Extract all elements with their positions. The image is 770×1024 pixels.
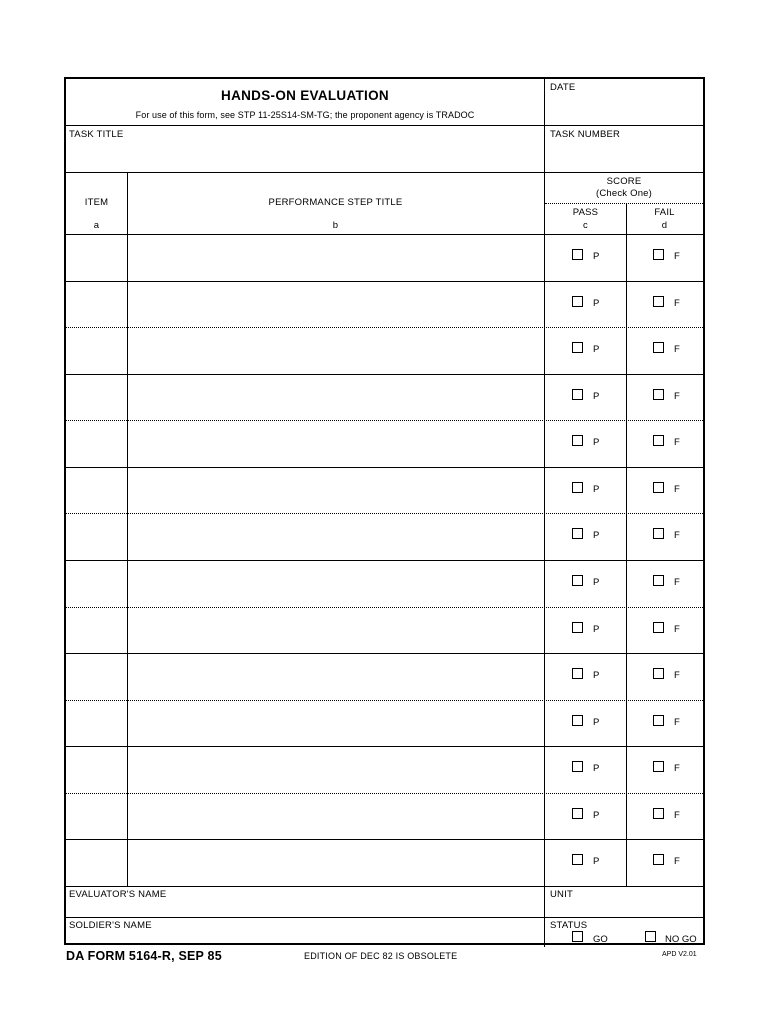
pass-mark: P (593, 856, 600, 868)
evaluator-name-field[interactable] (66, 899, 544, 917)
step-title-cell[interactable] (128, 793, 544, 840)
fail-mark: F (674, 670, 680, 682)
pass-checkbox[interactable] (572, 761, 583, 772)
soldier-name-field[interactable] (66, 930, 544, 945)
table-row (66, 839, 703, 886)
task-number-field[interactable] (545, 139, 703, 172)
nogo-label: NO GO (665, 934, 697, 945)
fail-mark: F (674, 763, 680, 775)
step-title-cell[interactable] (128, 374, 544, 421)
fail-checkbox[interactable] (653, 575, 664, 586)
score-divider (545, 203, 703, 204)
fail-checkbox[interactable] (653, 808, 664, 819)
item-cell[interactable] (66, 234, 127, 281)
fail-checkbox[interactable] (653, 854, 664, 865)
divider (66, 917, 703, 918)
hands-on-evaluation-form (64, 77, 705, 945)
item-cell[interactable] (66, 513, 127, 560)
divider (66, 886, 703, 887)
soldier-name-label: SOLDIER'S NAME (69, 920, 152, 931)
pass-mark: P (593, 576, 600, 588)
unit-label: UNIT (550, 889, 573, 900)
pass-checkbox[interactable] (572, 389, 583, 400)
table-row (66, 327, 703, 374)
task-number-label: TASK NUMBER (550, 129, 621, 140)
pass-mark: P (593, 251, 600, 262)
item-cell[interactable] (66, 839, 127, 886)
pass-checkbox[interactable] (572, 482, 583, 493)
step-title-cell[interactable] (128, 420, 544, 467)
pass-mark: P (593, 716, 600, 728)
fail-checkbox[interactable] (653, 389, 664, 400)
step-title-cell[interactable] (128, 234, 544, 281)
step-title-header: PERFORMANCE STEP TITLE (268, 197, 403, 208)
item-cell[interactable] (66, 607, 127, 654)
step-title-cell[interactable] (128, 653, 544, 700)
pass-checkbox[interactable] (572, 575, 583, 586)
item-cell[interactable] (66, 793, 127, 840)
table-row (66, 420, 703, 467)
fail-checkbox[interactable] (653, 761, 664, 772)
pass-header: PASS (572, 207, 599, 218)
fail-checkbox[interactable] (653, 435, 664, 446)
fail-checkbox[interactable] (653, 528, 664, 539)
item-cell[interactable] (66, 281, 127, 328)
item-cell[interactable] (66, 700, 127, 747)
fail-mark: F (674, 716, 680, 728)
step-title-cell[interactable] (128, 513, 544, 560)
divider (66, 172, 703, 173)
check-one-label: (Check One) (595, 188, 653, 199)
table-row (66, 653, 703, 700)
step-title-cell[interactable] (128, 327, 544, 374)
fail-checkbox[interactable] (653, 715, 664, 726)
item-cell[interactable] (66, 374, 127, 421)
table-row (66, 234, 703, 281)
fail-mark: F (674, 344, 680, 356)
go-checkbox[interactable] (572, 931, 583, 942)
fail-checkbox[interactable] (653, 249, 664, 260)
table-row (66, 374, 703, 421)
fail-checkbox[interactable] (653, 622, 664, 633)
step-title-cell[interactable] (128, 746, 544, 793)
go-label: GO (593, 934, 608, 945)
unit-field[interactable] (545, 899, 703, 917)
item-cell[interactable] (66, 653, 127, 700)
table-row (66, 560, 703, 607)
table-row (66, 700, 703, 747)
fail-mark: F (674, 576, 680, 588)
item-letter: a (93, 220, 100, 231)
fail-mark: F (674, 297, 680, 309)
fail-checkbox[interactable] (653, 482, 664, 493)
task-title-field[interactable] (66, 139, 544, 172)
pass-checkbox[interactable] (572, 668, 583, 679)
step-title-cell[interactable] (128, 281, 544, 328)
task-title-label: TASK TITLE (69, 129, 124, 140)
item-cell[interactable] (66, 560, 127, 607)
item-cell[interactable] (66, 746, 127, 793)
pass-checkbox[interactable] (572, 854, 583, 865)
fail-mark: F (674, 251, 680, 262)
fail-mark: F (674, 623, 680, 635)
fail-letter: d (661, 220, 668, 231)
edition-note: EDITION OF DEC 82 IS OBSOLETE (304, 951, 458, 961)
item-header: ITEM (84, 197, 109, 208)
score-header: SCORE (606, 176, 642, 187)
pass-checkbox[interactable] (572, 808, 583, 819)
item-cell[interactable] (66, 420, 127, 467)
nogo-checkbox[interactable] (645, 931, 656, 942)
form-number: DA FORM 5164-R, SEP 85 (66, 949, 222, 963)
status-label: STATUS (550, 920, 588, 931)
fail-mark: F (674, 856, 680, 868)
step-title-cell[interactable] (128, 607, 544, 654)
fail-mark: F (674, 483, 680, 495)
pass-checkbox[interactable] (572, 435, 583, 446)
item-cell[interactable] (66, 327, 127, 374)
pass-checkbox[interactable] (572, 249, 583, 260)
evaluator-name-label: EVALUATOR'S NAME (69, 889, 167, 900)
pass-checkbox[interactable] (572, 622, 583, 633)
pass-mark: P (593, 623, 600, 635)
fail-header: FAIL (654, 207, 675, 218)
pass-mark: P (593, 437, 600, 449)
pass-checkbox[interactable] (572, 528, 583, 539)
fail-mark: F (674, 530, 680, 542)
version-label: APD V2.01 (662, 951, 697, 958)
pass-mark: P (593, 530, 600, 542)
step-title-cell[interactable] (128, 700, 544, 747)
pass-letter: c (583, 220, 588, 231)
pass-mark: P (593, 483, 600, 495)
table-row (66, 746, 703, 793)
date-field[interactable] (545, 93, 703, 125)
step-title-cell[interactable] (128, 560, 544, 607)
pass-checkbox[interactable] (572, 342, 583, 353)
fail-mark: F (674, 390, 680, 402)
form-title: HANDS-ON EVALUATION (221, 88, 389, 103)
pass-checkbox[interactable] (572, 715, 583, 726)
divider (66, 125, 703, 126)
step-title-cell[interactable] (128, 839, 544, 886)
table-row (66, 467, 703, 514)
pass-checkbox[interactable] (572, 296, 583, 307)
date-label: DATE (550, 82, 576, 93)
form-subtitle: For use of this form, see STP 11-25S14-SM-TG; the proponent agency is TRADOC (135, 110, 475, 120)
fail-checkbox[interactable] (653, 342, 664, 353)
pass-mark: P (593, 297, 600, 309)
fail-mark: F (674, 437, 680, 449)
fail-mark: F (674, 809, 680, 821)
table-row (66, 607, 703, 654)
step-title-cell[interactable] (128, 467, 544, 514)
pass-mark: P (593, 390, 600, 402)
fail-checkbox[interactable] (653, 668, 664, 679)
pass-mark: P (593, 670, 600, 682)
table-row (66, 281, 703, 328)
table-row (66, 793, 703, 840)
pass-mark: P (593, 344, 600, 356)
pass-mark: P (593, 763, 600, 775)
fail-checkbox[interactable] (653, 296, 664, 307)
step-letter: b (332, 220, 339, 231)
pass-mark: P (593, 809, 600, 821)
item-cell[interactable] (66, 467, 127, 514)
table-row (66, 513, 703, 560)
